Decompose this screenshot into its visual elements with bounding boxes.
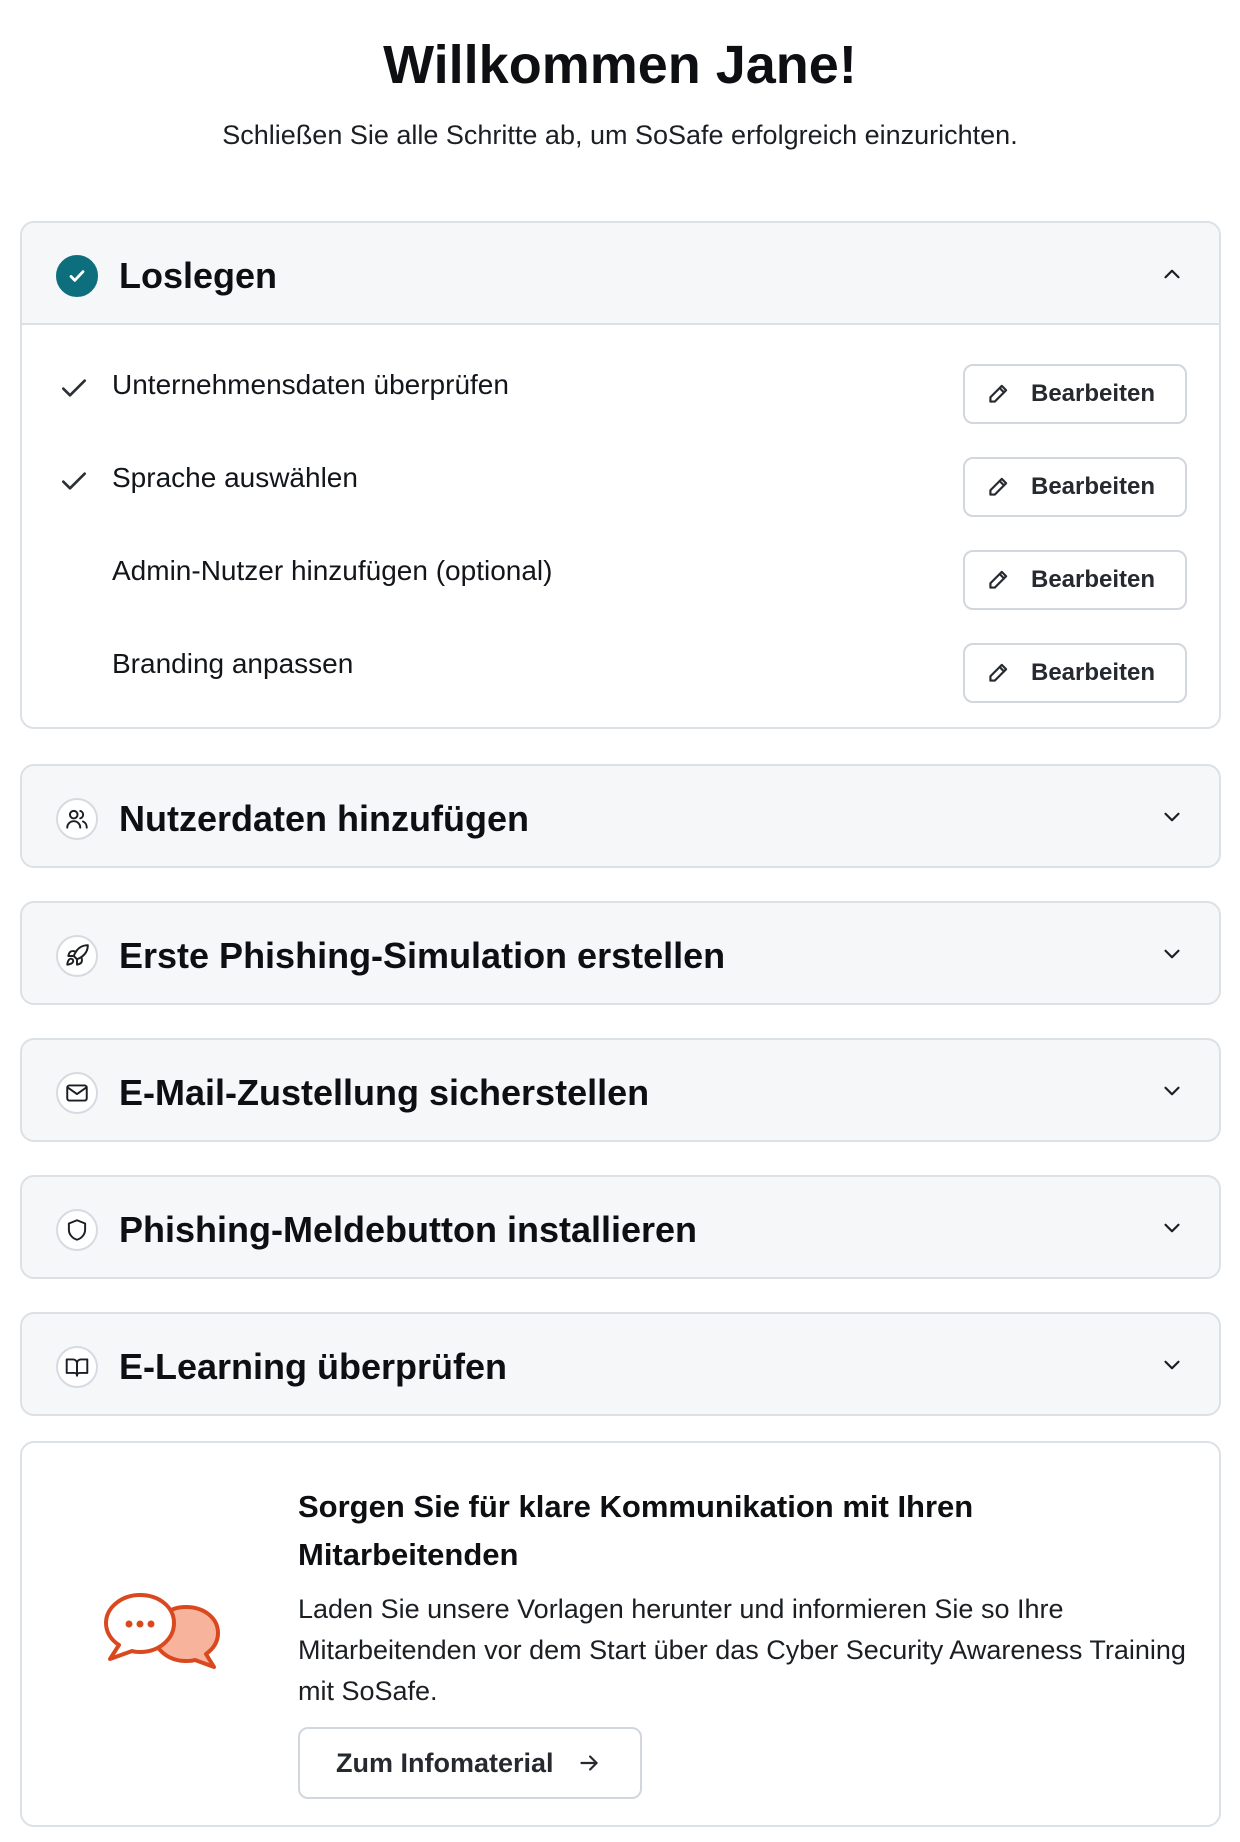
info-card-title: Sorgen Sie für klare Kommunikation mit Ihren Mitarbeitenden <box>298 1489 974 1572</box>
chevron-down-icon[interactable] <box>1159 1078 1185 1104</box>
page-subtitle: Schließen Sie alle Schritte ab, um SoSafe erfolgreich einzurichten. <box>222 120 1018 150</box>
pencil-icon <box>985 660 1011 686</box>
section-title: Phishing-Meldebutton installieren <box>119 1209 698 1250</box>
section-title: E-Mail-Zustellung sicherstellen <box>119 1072 650 1113</box>
edit-button-label: Bearbeiten <box>1031 473 1156 500</box>
check-circle-icon <box>56 255 98 297</box>
section-title: E-Learning überprüfen <box>119 1346 508 1387</box>
checkmark-icon <box>58 465 90 497</box>
section-header[interactable] <box>22 1314 1219 1416</box>
section-header[interactable] <box>22 1040 1219 1142</box>
section-header-loslegen[interactable] <box>22 223 1219 325</box>
communication-info-card <box>20 1441 1221 1827</box>
edit-button[interactable] <box>963 550 1187 610</box>
section-meldebutton[interactable] <box>20 1175 1221 1279</box>
book-icon <box>56 1346 98 1388</box>
section-email-zustellung[interactable] <box>20 1038 1221 1142</box>
chevron-down-icon[interactable] <box>1159 1352 1185 1378</box>
infomaterial-button[interactable] <box>298 1727 642 1799</box>
checkmark-icon <box>58 372 90 404</box>
step-label: Branding anpassen <box>112 648 354 679</box>
step-label: Sprache auswählen <box>112 462 358 493</box>
pencil-icon <box>985 381 1011 407</box>
infomaterial-button-label: Zum Infomaterial <box>336 1747 554 1778</box>
edit-button[interactable] <box>963 643 1187 703</box>
section-title: Loslegen <box>119 255 278 296</box>
rocket-icon <box>56 935 98 977</box>
section-title: Nutzerdaten hinzufügen <box>119 798 529 839</box>
edit-button-label: Bearbeiten <box>1031 380 1156 407</box>
section-title: Erste Phishing-Simulation erstellen <box>119 935 726 976</box>
users-icon <box>56 798 98 840</box>
shield-icon <box>56 1209 98 1251</box>
info-card-text: Laden Sie unsere Vorlagen herunter und informieren Sie so Ihre Mitarbeitenden vor dem Start über das Cyber Security Awareness Training mit SoSafe. <box>298 1594 1186 1706</box>
section-header[interactable] <box>22 1177 1219 1279</box>
chevron-down-icon[interactable] <box>1159 804 1185 830</box>
mail-icon <box>56 1072 98 1114</box>
step-branding <box>22 633 1219 703</box>
page-title: Willkommen Jane! <box>383 35 857 95</box>
section-loslegen <box>20 221 1221 729</box>
edit-button[interactable] <box>963 457 1187 517</box>
edit-button-label: Bearbeiten <box>1031 566 1156 593</box>
chevron-down-icon[interactable] <box>1159 1215 1185 1241</box>
section-phishing-simulation[interactable] <box>20 901 1221 1005</box>
edit-button[interactable] <box>963 364 1187 424</box>
edit-button-label: Bearbeiten <box>1031 659 1156 686</box>
section-header[interactable] <box>22 903 1219 1005</box>
section-elearning[interactable] <box>20 1312 1221 1416</box>
chat-bubbles-icon <box>100 1589 234 1685</box>
section-header[interactable] <box>22 766 1219 868</box>
pencil-icon <box>985 474 1011 500</box>
step-label: Admin-Nutzer hinzufügen (optional) <box>112 555 553 586</box>
arrow-right-icon <box>576 1750 602 1776</box>
chevron-up-icon[interactable] <box>1159 261 1185 287</box>
chevron-down-icon[interactable] <box>1159 941 1185 967</box>
section-nutzerdaten[interactable] <box>20 764 1221 868</box>
step-label: Unternehmensdaten überprüfen <box>112 369 509 400</box>
step-unternehmensdaten <box>22 354 1219 424</box>
step-sprache <box>22 447 1219 517</box>
step-admin-nutzer <box>22 540 1219 610</box>
pencil-icon <box>985 567 1011 593</box>
